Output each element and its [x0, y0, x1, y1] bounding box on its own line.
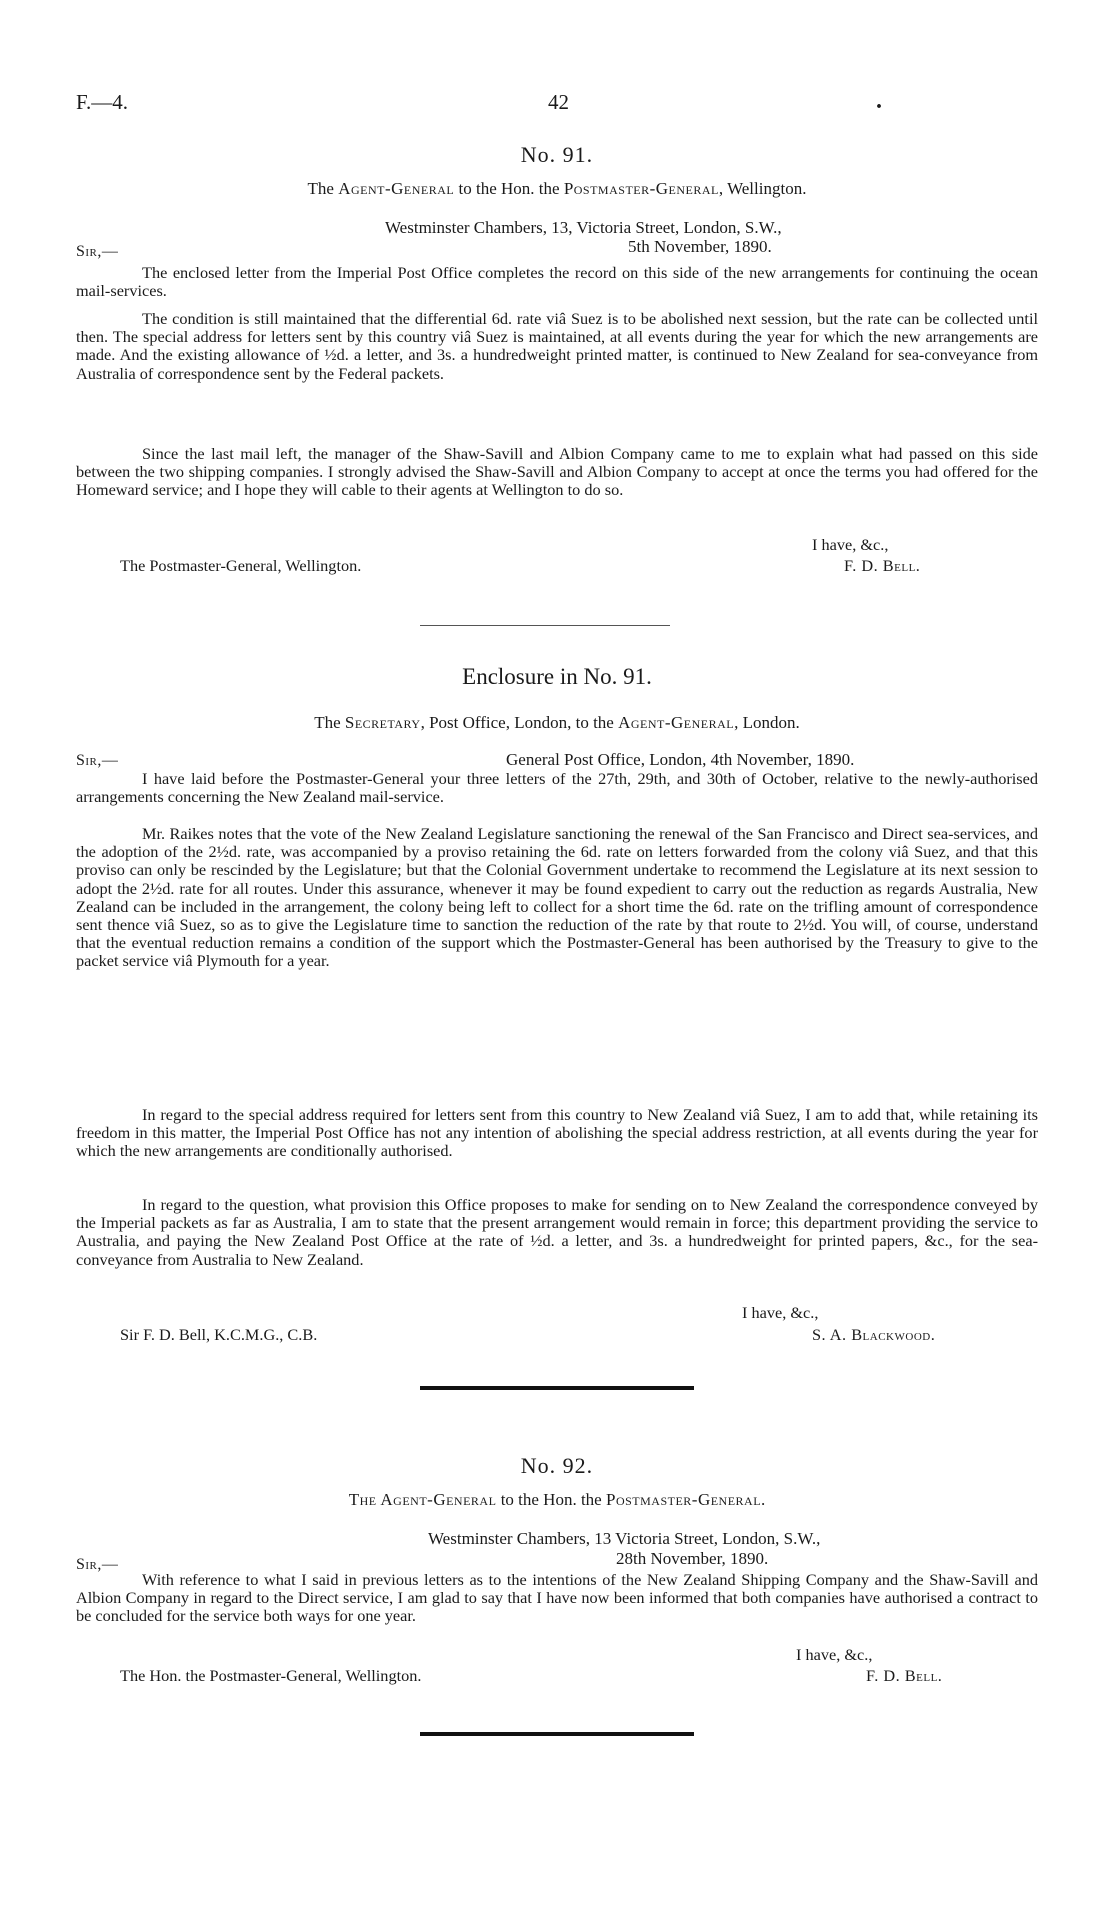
letter-91-salutation: Sir,— — [76, 243, 119, 260]
end-divider-thick — [420, 1732, 694, 1736]
letter-91-paragraph-2: The condition is still maintained that the differential 6d. rate viâ Suez is to be abolished next session, but the rate can be collected until then. The special address for letters sent by this country viâ Suez is maintained, at all events during the year for which the new arrangements are made. And the existing allowance of ½d. a letter, and 3s. a hundredweight printed matter, is continued to New Zealand for sea-conveyance from Australia of correspondence sent by the Federal packets. — [76, 309, 1038, 383]
letter-91-date: 5th November, 1890. — [628, 237, 772, 256]
letter-92-addressee: The Hon. the Postmaster-General, Wellington. — [120, 1666, 422, 1685]
letter-92-signature: F. D. Bell. — [866, 1666, 943, 1685]
enclosure-paragraph-1: I have laid before the Postmaster-General your three letters of the 27th, 29th, and 30th of October, relative to the newly-authorised arrangements concerning the New Zealand mail-service. — [76, 769, 1038, 807]
letter-91-paragraph-1: The enclosed letter from the Imperial Post Office completes the record on this side of the new arrangements for continuing the ocean mail-services. — [76, 263, 1038, 301]
letter-92-subtitle: The Agent-General to the Hon. the Postmaster-General. — [348, 1490, 766, 1509]
letter-91-addressee: The Postmaster-General, Wellington. — [120, 556, 362, 575]
letter-91-closing: I have, &c., — [812, 535, 889, 554]
section-divider-thick — [420, 1386, 694, 1390]
letter-91-subtitle: The Agent-General to the Hon. the Postmaster-General, Wellington. — [307, 179, 807, 198]
letter-92-salutation: Sir,— — [76, 1556, 119, 1573]
letter-91-signature: F. D. Bell. — [844, 556, 921, 575]
enclosure-salutation: Sir,— — [76, 752, 119, 769]
enclosure-address: General Post Office, London, 4th November, 1890. — [506, 750, 855, 769]
enclosure-paragraph-4: In regard to the question, what provision this Office proposes to make for sending on to New Zealand the correspondence conveyed by the Imperial packets as far as Australia, I am to state that the present arrangement would remain in force; this department providing the service to Australia, and paying the New Zealand Post Office at the rate of ½d. a letter, and 3s. a hundredweight for printed papers, &c., for the sea-conveyance from Australia to New Zealand. — [76, 1195, 1038, 1269]
page-number: 42 — [548, 90, 569, 114]
section-divider — [420, 625, 670, 626]
letter-91-address: Westminster Chambers, 13, Victoria Street, London, S.W., — [385, 218, 782, 237]
letter-92-title: No. 92. — [520, 1453, 594, 1478]
enclosure-paragraph-2: Mr. Raikes notes that the vote of the New Zealand Legislature sanctioning the renewal of the San Francisco and Direct sea-services, and the adoption of the 2½d. rate, was accompanied by a proviso retaining the 6d. rate on letters forwarded from the colony viâ Suez, and that this proviso can only be rescinded by the Legislature; but that the Colonial Government undertake to recommend the Legislature at its next session to adopt the 2½d. rate for all routes. Under this assurance, whenever it may be found expedient to carry out the reduction as regards Australia, New Zealand can be included in the arrangement, the colony being left to collect for a short time the 6d. rate on the trifling amount of correspondence sent thence viâ Suez, so as to give the Legislature time to sanction the reduction of the rate by that route to 2½d. You will, of course, understand that the eventual reduction remains a condition of the support which the Postmaster-General has been authorised by the Treasury to give to the packet service viâ Plymouth for a year. — [76, 824, 1038, 971]
enclosure-addressee: Sir F. D. Bell, K.C.M.G., C.B. — [120, 1325, 318, 1344]
enclosure-title: Enclosure in No. 91. — [462, 664, 652, 689]
enclosure-signature: S. A. Blackwood. — [812, 1325, 936, 1344]
letter-92-address: Westminster Chambers, 13 Victoria Street, London, S.W., — [428, 1529, 821, 1548]
letter-92-closing: I have, &c., — [796, 1645, 873, 1664]
letter-91-paragraph-3: Since the last mail left, the manager of the Shaw-Savill and Albion Company came to me to explain what had passed on this side between the two shipping companies. I strongly advised the Shaw-Savill and Albion Company to accept at once the terms you had offered for the Homeward service; and I hope they will cable to their agents at Wellington to do so. — [76, 444, 1038, 500]
letter-92-date: 28th November, 1890. — [616, 1549, 769, 1568]
letter-92-paragraph-1: With reference to what I said in previous letters as to the intentions of the New Zealand Shipping Company and the Shaw-Savill and Albion Company in regard to the Direct service, I am glad to say that I have now been informed that both companies have authorised a contract to be concluded for the service both ways for one year. — [76, 1570, 1038, 1626]
header-mark: . — [876, 88, 882, 114]
enclosure-paragraph-3: In regard to the special address required for letters sent from this country to New Zealand viâ Suez, I am to add that, while retaining its freedom in this matter, the Imperial Post Office has not any intention of abolishing the special address restriction, at all events during the year for which the new arrangements are conditionally authorised. — [76, 1105, 1038, 1161]
series-label: F.—4. — [76, 90, 128, 114]
letter-91-title: No. 91. — [520, 142, 594, 167]
enclosure-subtitle: The Secretary, Post Office, London, to the Agent-General, London. — [314, 713, 800, 732]
enclosure-closing: I have, &c., — [742, 1303, 819, 1322]
